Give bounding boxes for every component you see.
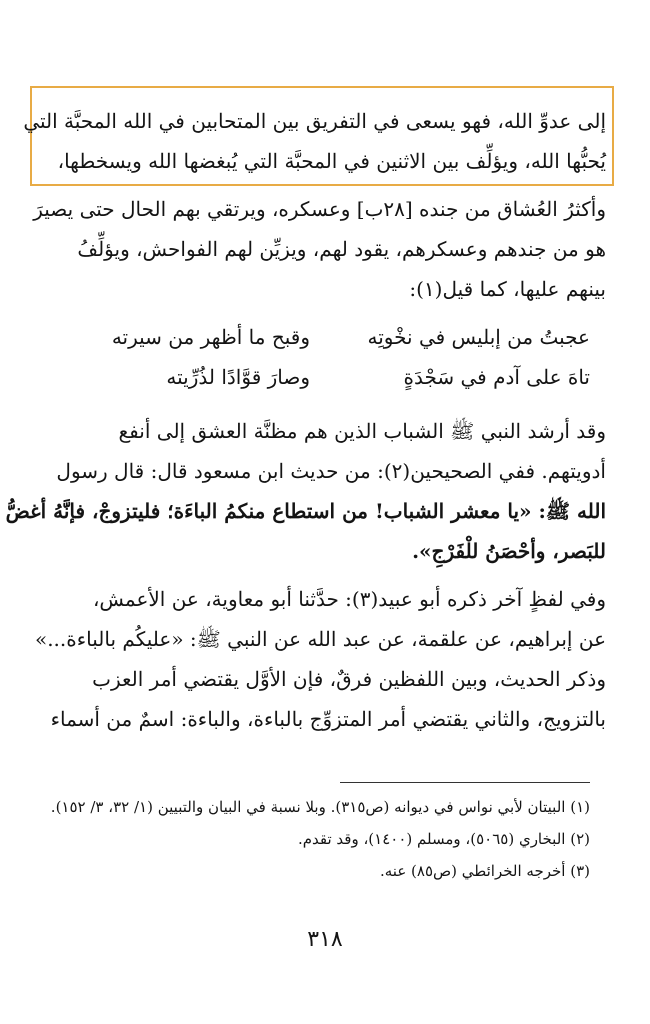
- verse-line: [60, 362, 590, 392]
- footnote: (٣) أخرجه الخرائطي (ص٨٥) عنه.: [380, 862, 590, 880]
- verse-line: [60, 322, 590, 352]
- body-line: هو من جندهم وعسكرهم، يقود لهم، ويزيِّن لهم الفواحش، ويؤلِّفُ: [77, 237, 606, 261]
- footnote: (٢) البخاري (٥٠٦٥)، ومسلم (١٤٠٠)، وقد تقدم.: [297, 830, 590, 848]
- body-line: بالتزويج، والثاني يقتضي أمر المتزوِّج بالباءة، والباءة: اسمٌ من أسماء: [50, 707, 606, 731]
- verse-hemistich: وقبح ما أظهر من سيرته: [111, 325, 310, 349]
- verse-hemistich: عجبتُ من إبليس في نخْوتِه: [367, 325, 590, 349]
- hadith-line: للبَصر، وأحْصَنُ للْفَرْجِ».: [412, 539, 606, 563]
- body-line: عن إبراهيم، عن علقمة، عن عبد الله عن النبي ﷺ: «عليكُم بالباءة...»: [34, 627, 606, 651]
- body-line: وأكثرُ العُشاق من جنده [٢٨ب] وعسكره، ويرتقي بهم الحال حتى يصيرَ: [33, 197, 606, 221]
- body-line: وقد أرشد النبي ﷺ الشباب الذين هم مظنَّة العشق إلى أنفع: [118, 419, 606, 443]
- footnote-separator: [340, 782, 590, 783]
- footnote: (١) البيتان لأبي نواس في ديوانه (ص٣١٥). وبلا نسبة في البيان والتبيين (١/ ٣٢، ٣/ ١٥٢).: [50, 798, 590, 816]
- page-number: ٣١٨: [307, 927, 343, 952]
- verse-hemistich: وصارَ قوَّادًا لذُرِّيته: [166, 365, 310, 389]
- body-line: أدويتهم. ففي الصحيحين(٢): من حديث ابن مسعود قال: قال رسول: [56, 459, 606, 483]
- hadith-line: الله ﷺ: «يا معشر الشباب! من استطاع منكمُ الباءَة؛ فليتزوجْ، فإنَّهُ أغضُّ: [5, 499, 606, 523]
- body-line: يُحبُّها الله، ويؤلِّف بين الاثنين في المحبَّة التي يُبغضها الله ويسخطها،: [57, 149, 606, 173]
- body-line: وفي لفظٍ آخر ذكره أبو عبيد(٣): حدَّثنا أبو معاوية، عن الأعمش،: [92, 587, 606, 611]
- verse-hemistich: تاهَ على آدم في سَجْدَةٍ: [403, 365, 590, 389]
- body-line: وذكر الحديث، وبين اللفظين فرقٌ، فإن الأوَّل يقتضي أمر العزب: [92, 667, 606, 691]
- body-line: إلى عدوِّ الله، فهو يسعى في التفريق بين المتحابين في الله المحبَّة التي: [23, 109, 606, 133]
- body-line: بينهم عليها، كما قيل(١):: [409, 277, 606, 301]
